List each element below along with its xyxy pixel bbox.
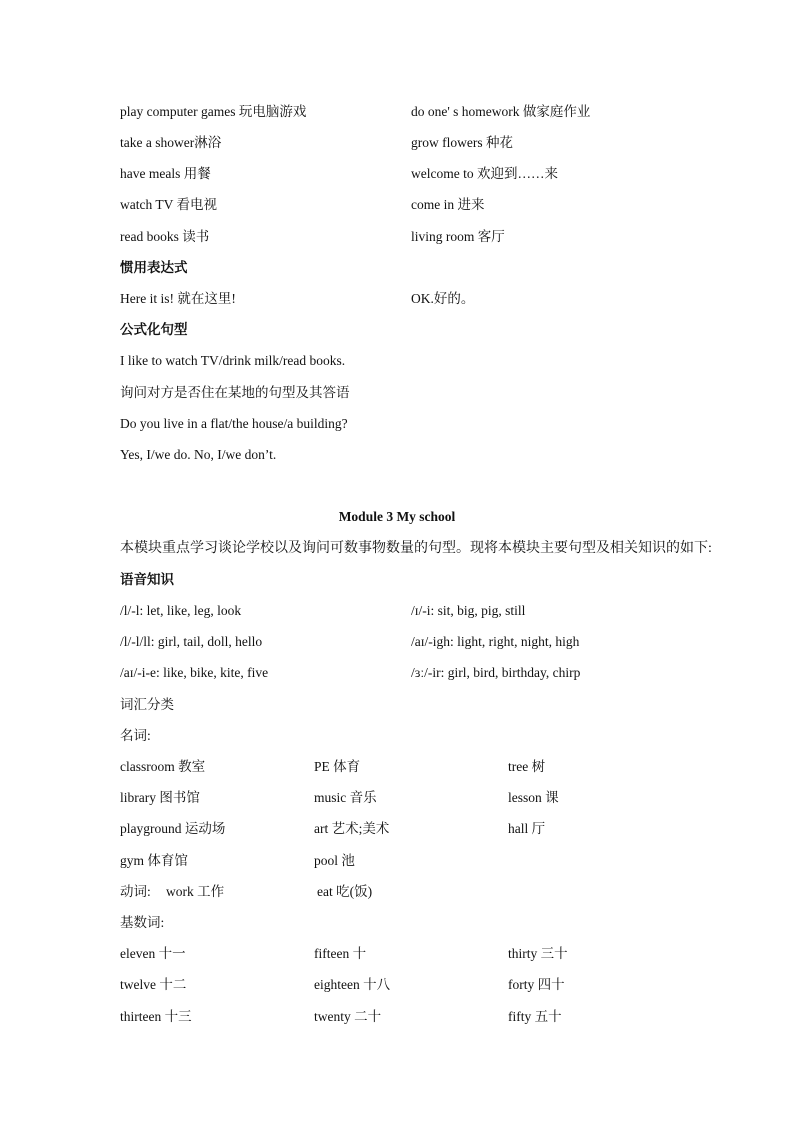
- noun-item: classroom 教室: [120, 759, 206, 774]
- noun-item: library 图书馆: [120, 790, 200, 805]
- vocab-item: play computer games 玩电脑游戏: [120, 104, 307, 119]
- vocab-item: read books 读书: [120, 229, 210, 244]
- cardinal-item: twenty 二十: [314, 1009, 382, 1024]
- cardinal-item: forty 四十: [508, 977, 565, 992]
- idiom-item: OK.好的。: [411, 291, 475, 306]
- noun-item: hall 厅: [508, 821, 546, 836]
- sentence-line: Yes, I/we do. No, I/we don’t.: [120, 447, 277, 462]
- cardinal-item: eleven 十一: [120, 946, 186, 961]
- phonics-item: /aɪ/-i-e: like, bike, kite, five: [120, 665, 269, 680]
- noun-item: tree 树: [508, 759, 546, 774]
- noun-item: music 音乐: [314, 790, 377, 805]
- phonics-item: /ɪ/-i: sit, big, pig, still: [411, 603, 526, 618]
- sentence-line: Do you live in a flat/the house/a building?: [120, 416, 348, 431]
- cardinal-item: fifty 五十: [508, 1009, 562, 1024]
- sentence-line: 询问对方是否住在某地的句型及其答语: [120, 385, 350, 400]
- vocab-item: take a shower淋浴: [120, 135, 222, 150]
- cardinal-item: fifteen 十: [314, 946, 367, 961]
- noun-item: art 艺术;美术: [314, 821, 390, 836]
- section-heading-idioms: 惯用表达式: [120, 260, 188, 275]
- vocab-item: come in 进来: [411, 197, 485, 212]
- vocab-item: grow flowers 种花: [411, 135, 513, 150]
- verb-item: work 工作: [166, 884, 225, 899]
- sentence-line: I like to watch TV/drink milk/read books.: [120, 353, 346, 368]
- section-heading-sentences: 公式化句型: [120, 322, 188, 337]
- cardinal-item: thirteen 十三: [120, 1009, 192, 1024]
- cardinal-item: twelve 十二: [120, 977, 187, 992]
- phonics-item: /ɜː/-ir: girl, bird, birthday, chirp: [411, 665, 581, 680]
- vocab-item: do one' s homework 做家庭作业: [411, 104, 591, 119]
- vocab-item: welcome to 欢迎到……来: [411, 166, 558, 181]
- noun-item: gym 体育馆: [120, 853, 188, 868]
- vocab-item: have meals 用餐: [120, 166, 211, 181]
- section-heading-phonics: 语音知识: [120, 572, 174, 587]
- module-title: Module 3 My school: [338, 509, 456, 524]
- noun-item: pool 池: [314, 853, 355, 868]
- vocab-item: living room 客厅: [411, 229, 505, 244]
- module-intro: 本模块重点学习谈论学校以及询问可数事物数量的句型。现将本模块主要句型及相关知识的如下:: [120, 541, 712, 556]
- cardinal-item: thirty 三十: [508, 946, 568, 961]
- phonics-item: /l/-l: let, like, leg, look: [120, 603, 242, 618]
- phonics-item: /aɪ/-igh: light, right, night, high: [411, 634, 580, 649]
- noun-item: playground 运动场: [120, 821, 226, 836]
- noun-item: PE 体育: [314, 759, 361, 774]
- cardinals-label: 基数词:: [120, 915, 165, 930]
- vocab-item: watch TV 看电视: [120, 197, 217, 212]
- verb-item: eat 吃(饭): [317, 884, 373, 899]
- idiom-item: Here it is! 就在这里!: [120, 291, 236, 306]
- phonics-item: /l/-l/ll: girl, tail, doll, hello: [120, 634, 263, 649]
- section-heading-vocab: 词汇分类: [120, 697, 174, 712]
- cardinal-item: eighteen 十八: [314, 977, 391, 992]
- nouns-label: 名词:: [120, 728, 151, 743]
- noun-item: lesson 课: [508, 790, 559, 805]
- verbs-label: 动词:: [120, 884, 151, 899]
